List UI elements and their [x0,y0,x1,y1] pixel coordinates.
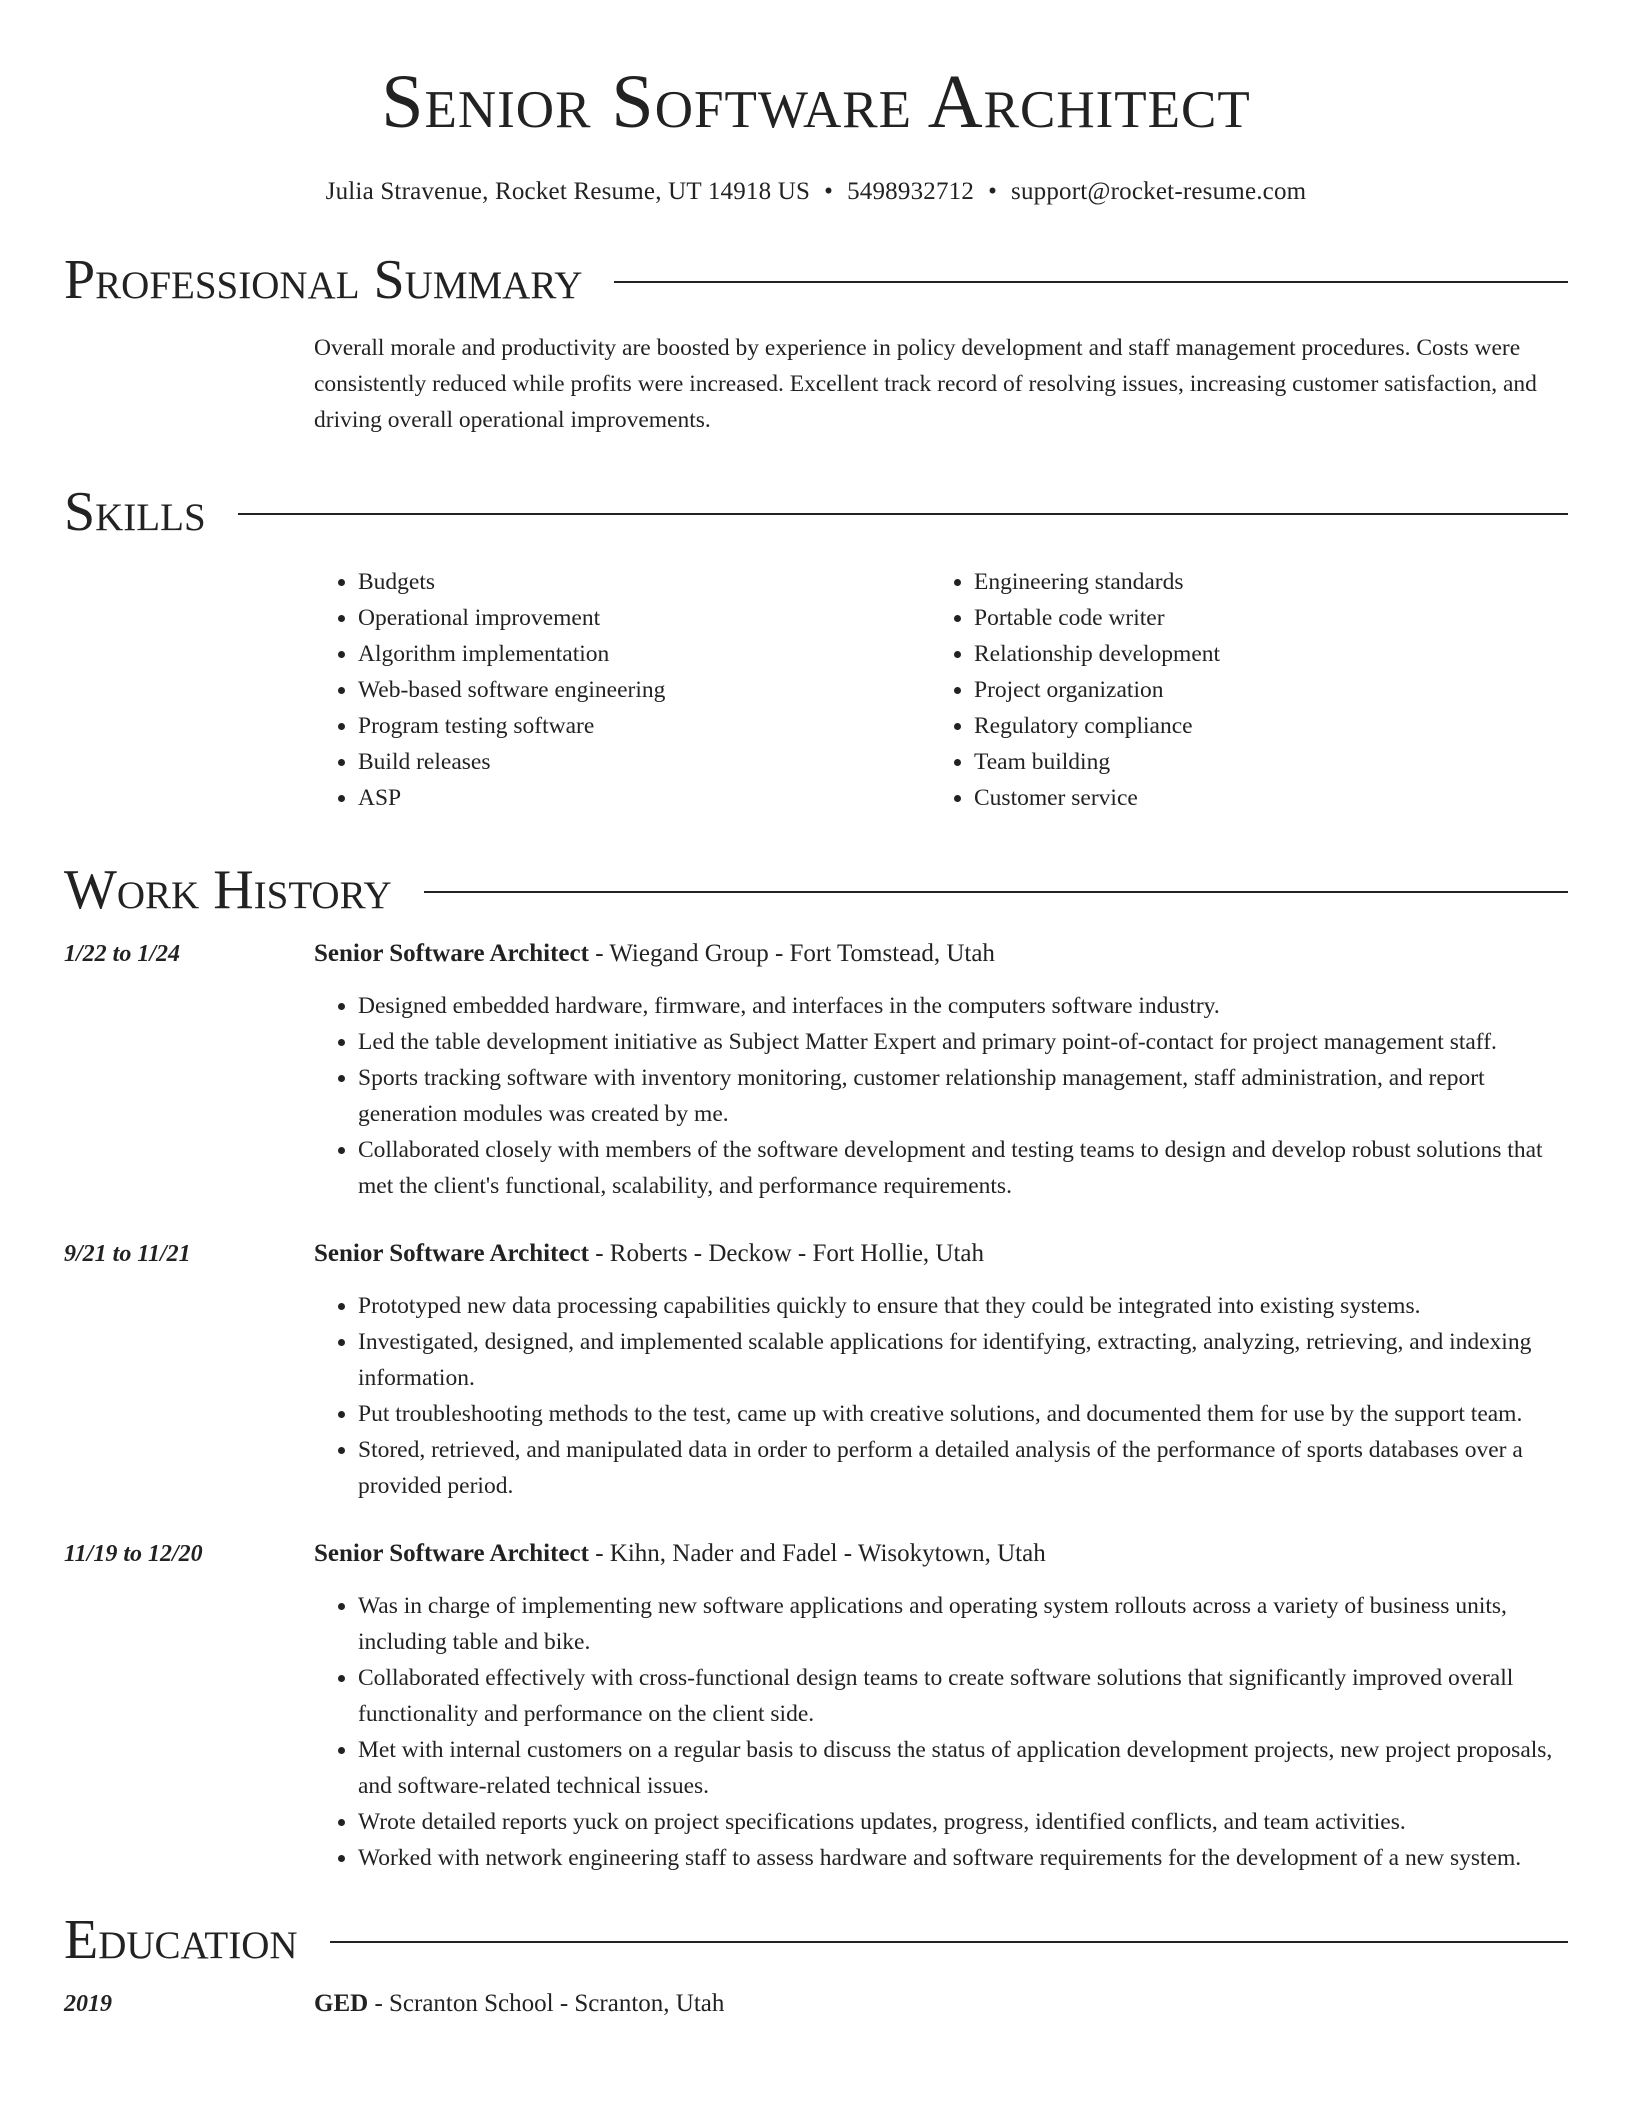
job-entry [64,1236,1568,1504]
skill-item: • Regulatory compliance [974,708,1546,744]
job-title-line [314,1536,1568,1572]
contact-line [64,178,1568,206]
skill-item: • Operational improvement [358,600,930,636]
contact-separator: • [988,178,998,205]
job-title: Senior Software Architect [314,1540,589,1567]
education-dates: 2019 [64,1991,112,2017]
job-bullet: • Put troubleshooting methods to the test, came up with creative solutions, and documented them for use by the support team. [358,1396,1568,1432]
section-divider [424,891,1568,893]
job-bullet: • Worked with network engineering staff to assess hardware and software requirements for the development of a new system. [358,1840,1568,1876]
skills-list [314,564,1568,816]
work-heading: Work History [64,859,392,921]
job-dates: 11/19 to 12/20 [64,1541,203,1567]
skill-item: • ASP [358,780,930,816]
education-entry [64,1986,1568,2022]
contact-phone: 5498932712 [847,178,975,205]
skill-item: • Team building [974,744,1546,780]
job-content [314,936,1568,1204]
job-dates: 9/21 to 11/21 [64,1241,191,1267]
job-content [314,1536,1568,1876]
section-divider [238,513,1568,515]
section-divider [330,1941,1568,1943]
skill-item: • Customer service [974,780,1546,816]
job-title: Senior Software Architect [314,940,589,967]
skills-column-left [314,564,930,816]
education-content [314,1986,1568,2022]
job-bullet: • Collaborated effectively with cross-functional design teams to create software solutions that significantly improved overall functionality and performance on the client side. [358,1660,1568,1732]
job-bullet: • Designed embedded hardware, firmware, and interfaces in the computers software industry. [358,988,1568,1024]
skill-item: • Portable code writer [974,600,1546,636]
job-dates: 1/22 to 1/24 [64,941,181,967]
job-bullet: • Collaborated closely with members of the software development and testing teams to design and develop robust solutions that met the client's functional, scalability, and performance requirements. [358,1132,1568,1204]
skill-item: • Project organization [974,672,1546,708]
job-bullet: • Led the table development initiative as Subject Matter Expert and primary point-of-contact for project management staff. [358,1024,1568,1060]
job-details: - Wiegand Group - Fort Tomstead, Utah [588,940,995,967]
summary-text: Overall morale and productivity are boosted by experience in policy development and staff management procedures. Costs were consistently reduced while profits were increased. Excellent track record of resolving issues, increasing customer satisfaction, and driving overall operational improvements. [314,335,1537,433]
summary-heading: Professional Summary [64,249,583,311]
contact-separator: • [824,178,834,205]
job-bullet: • Was in charge of implementing new software applications and operating system rollouts across a variety of business units, including table and bike. [358,1588,1568,1660]
section-divider [614,281,1568,283]
job-title-line [314,936,1568,972]
skill-item: • Web-based software engineering [358,672,930,708]
job-title: Senior Software Architect [314,1240,589,1267]
job-details: - Kihn, Nader and Fadel - Wisokytown, Utah [588,1540,1046,1567]
job-content [314,1236,1568,1504]
job-bullets [314,1288,1568,1504]
job-bullet: • Investigated, designed, and implemented scalable applications for identifying, extracting, analyzing, retrieving, and indexing information. [358,1324,1568,1396]
summary-section-header [64,249,1568,311]
job-bullet: • Prototyped new data processing capabilities quickly to ensure that they could be integrated into existing systems. [358,1288,1568,1324]
skill-item: • Algorithm implementation [358,636,930,672]
education-title-line [314,1986,1568,2022]
contact-email: support@rocket-resume.com [1011,178,1307,205]
job-bullet: • Wrote detailed reports yuck on project specifications updates, progress, identified conflicts, and team activities. [358,1804,1568,1840]
skill-item: • Relationship development [974,636,1546,672]
resume-title: Senior Software Architect [381,60,1251,144]
skill-item: • Budgets [358,564,930,600]
education-heading: Education [64,1909,298,1971]
job-title-line [314,1236,1568,1272]
job-bullet: • Sports tracking software with inventory monitoring, customer relationship management, staff administration, and report generation modules was created by me. [358,1060,1568,1132]
education-details: - Scranton School - Scranton, Utah [368,1990,725,2017]
skill-item: • Program testing software [358,708,930,744]
job-details: - Roberts - Deckow - Fort Hollie, Utah [588,1240,985,1267]
skills-column-right [930,564,1546,816]
contact-address: Julia Stravenue, Rocket Resume, UT 14918 US [325,178,811,205]
job-bullet: • Met with internal customers on a regular basis to discuss the status of application development projects, new project proposals, and software-related technical issues. [358,1732,1568,1804]
skill-item: • Engineering standards [974,564,1546,600]
job-bullets [314,988,1568,1204]
skill-item: • Build releases [358,744,930,780]
job-bullets [314,1588,1568,1876]
education-section-header [64,1909,1568,1971]
skills-section-header [64,481,1568,543]
education-degree: GED [314,1990,369,2017]
job-entry [64,936,1568,1204]
job-entry [64,1536,1568,1876]
work-section-header [64,859,1568,921]
skills-heading: Skills [64,481,206,543]
job-bullet: • Stored, retrieved, and manipulated data in order to perform a detailed analysis of the performance of sports databases over a provided period. [358,1432,1568,1504]
